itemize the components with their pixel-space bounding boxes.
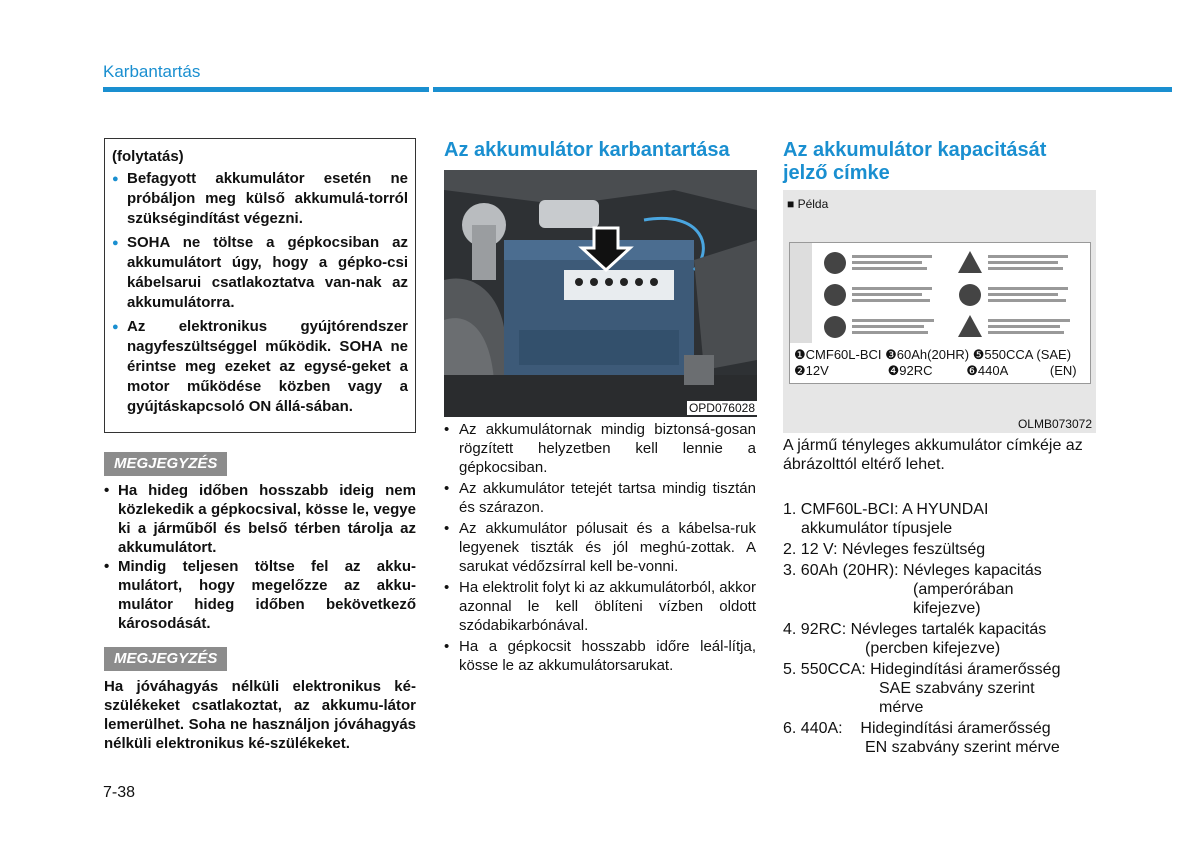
photo-code: OPD076028 — [688, 401, 755, 415]
legend-main: 3. 60Ah (20HR): Névleges kapacitás — [783, 562, 1042, 579]
legend-cont: mérve — [879, 699, 924, 716]
label-legend — [783, 500, 1103, 759]
note-badge: MEGJEGYZÉS — [104, 452, 227, 476]
label-spec: ❸60Ah(20HR) — [885, 347, 970, 362]
label-intro: A jármű tényleges akkumulátor címkéje az ábrázolttól eltérő lehet. — [783, 437, 1083, 473]
maintenance-item: • Ha elektrolit folyt ki az akkumulátorból, akkor azonnal le kell öblíteni vízben oldott szódabikarbónával. — [444, 578, 756, 635]
legend-item — [783, 540, 1103, 559]
label-spec: (EN) — [1049, 363, 1077, 378]
label-spec: ❹92RC — [887, 363, 933, 378]
note-badge: MEGJEGYZÉS — [104, 647, 227, 671]
legend-item — [783, 561, 1103, 618]
warning-item: ● SOHA ne töltse a gépkocsiban az akkumulátort úgy, hogy a gépko-csi kábelsarui csatlakoztatva van-nak az akkumulátorra. — [112, 233, 408, 313]
battery-maintenance-heading: Az akkumulátor karbantartása — [444, 139, 730, 161]
legend-main: 5. 550CCA: Hidegindítási áramerősség — [783, 661, 1061, 678]
legend-cont: kifejezve) — [913, 600, 981, 617]
battery-label-sticker — [789, 242, 1091, 384]
heading-line: Az akkumulátor kapacitását — [783, 139, 1047, 161]
page-number: 7-38 — [103, 784, 136, 801]
warning-symbols — [790, 243, 1090, 343]
legend-item — [783, 660, 1103, 717]
legend-cont: EN szabvány szerint mérve — [865, 739, 1060, 756]
legend-item — [783, 719, 1103, 757]
image-code: OLMB073072 — [1017, 417, 1092, 431]
legend-item — [783, 500, 1103, 538]
battery-label-figure — [783, 190, 1096, 433]
maintenance-item: • Az akkumulátornak mindig biztonsá-gosan rögzített helyzetben kell lennie a gépkocsiban. — [444, 420, 756, 477]
label-spec: ❷12V — [794, 363, 829, 378]
legend-item — [783, 620, 1103, 658]
header-rule-right — [433, 87, 1172, 92]
legend-main: 1. CMF60L-BCI: A HYUNDAI — [783, 501, 989, 518]
maintenance-item: • Az akkumulátor tetejét tartsa mindig tisztán és szárazon. — [444, 479, 756, 517]
label-spec: ❶CMF60L-BCI — [794, 347, 882, 362]
heading-line: jelző címke — [783, 162, 890, 184]
warning-list — [112, 169, 408, 417]
legend-cont: akkumulátor típusjele — [801, 520, 953, 537]
legend-cont: (amperórában — [913, 581, 1014, 598]
note-text: Ha jóváhagyás nélküli elektronikus ké-szülékeket csatlakoztat, az akkumu-látor lemerülhet. Soha ne használjon jóváhagyás nélküli elektronikus ké-szülékeket. — [104, 678, 416, 752]
warning-item: ● Befagyott akkumulátor esetén ne próbáljon meg külső akkumulá-torról szükségindítást végezni. — [112, 169, 408, 229]
legend-cont: SAE szabvány szerint — [879, 680, 1035, 697]
label-row — [794, 347, 1077, 363]
legend-main: 2. 12 V: Névleges feszültség — [783, 541, 986, 558]
section-title: Karbantartás — [103, 62, 201, 81]
legend-main: 4. 92RC: Névleges tartalék kapacitás — [783, 621, 1047, 638]
example-label: ■ Példa — [787, 197, 829, 211]
legend-main: 6. 440A: Hidegindítási áramerősség — [783, 720, 1051, 737]
note-item: • Ha hideg időben hosszabb ideig nem közlekedik a gépkocsival, kösse le, vegye ki a járműből és belső térben tárolja az akkumulátort. — [104, 481, 416, 557]
battery-label-heading — [783, 139, 1103, 185]
header-rule-left — [103, 87, 429, 92]
label-row — [794, 363, 1077, 379]
label-spec: (SAE) — [1036, 347, 1072, 362]
label-spec: ❻440A — [966, 363, 1009, 378]
maintenance-list — [444, 420, 756, 677]
maintenance-item: • Ha a gépkocsit hosszabb időre leál-lítja, kösse le az akkumulátorsarukat. — [444, 637, 756, 675]
warning-box — [104, 138, 416, 433]
engine-bay-photo — [444, 170, 757, 417]
maintenance-item: • Az akkumulátor pólusait és a kábelsa-ruk legyenek tiszták és jól meghú-zottak. A sarukat védőzsírral kell be-vonni. — [444, 519, 756, 576]
note-item: • Mindig teljesen töltse fel az akku-mulátort, hogy megelőzze az akku-mulátor hideg időben bekövetkező károsodását. — [104, 557, 416, 633]
note-list — [104, 481, 416, 633]
warning-item: ● Az elektronikus gyújtórendszer nagyfeszültséggel működik. SOHA ne érintse meg ezeket az egysé-geket a motor működése közben vagy a gyújtáskapcsoló ON állá-sában. — [112, 317, 408, 417]
legend-cont: (percben kifejezve) — [865, 640, 1001, 657]
warning-continued: (folytatás) — [112, 148, 184, 165]
label-specs — [794, 347, 1077, 379]
label-spec: ❺550CCA — [972, 347, 1033, 362]
engine-bay-illustration — [444, 170, 757, 417]
